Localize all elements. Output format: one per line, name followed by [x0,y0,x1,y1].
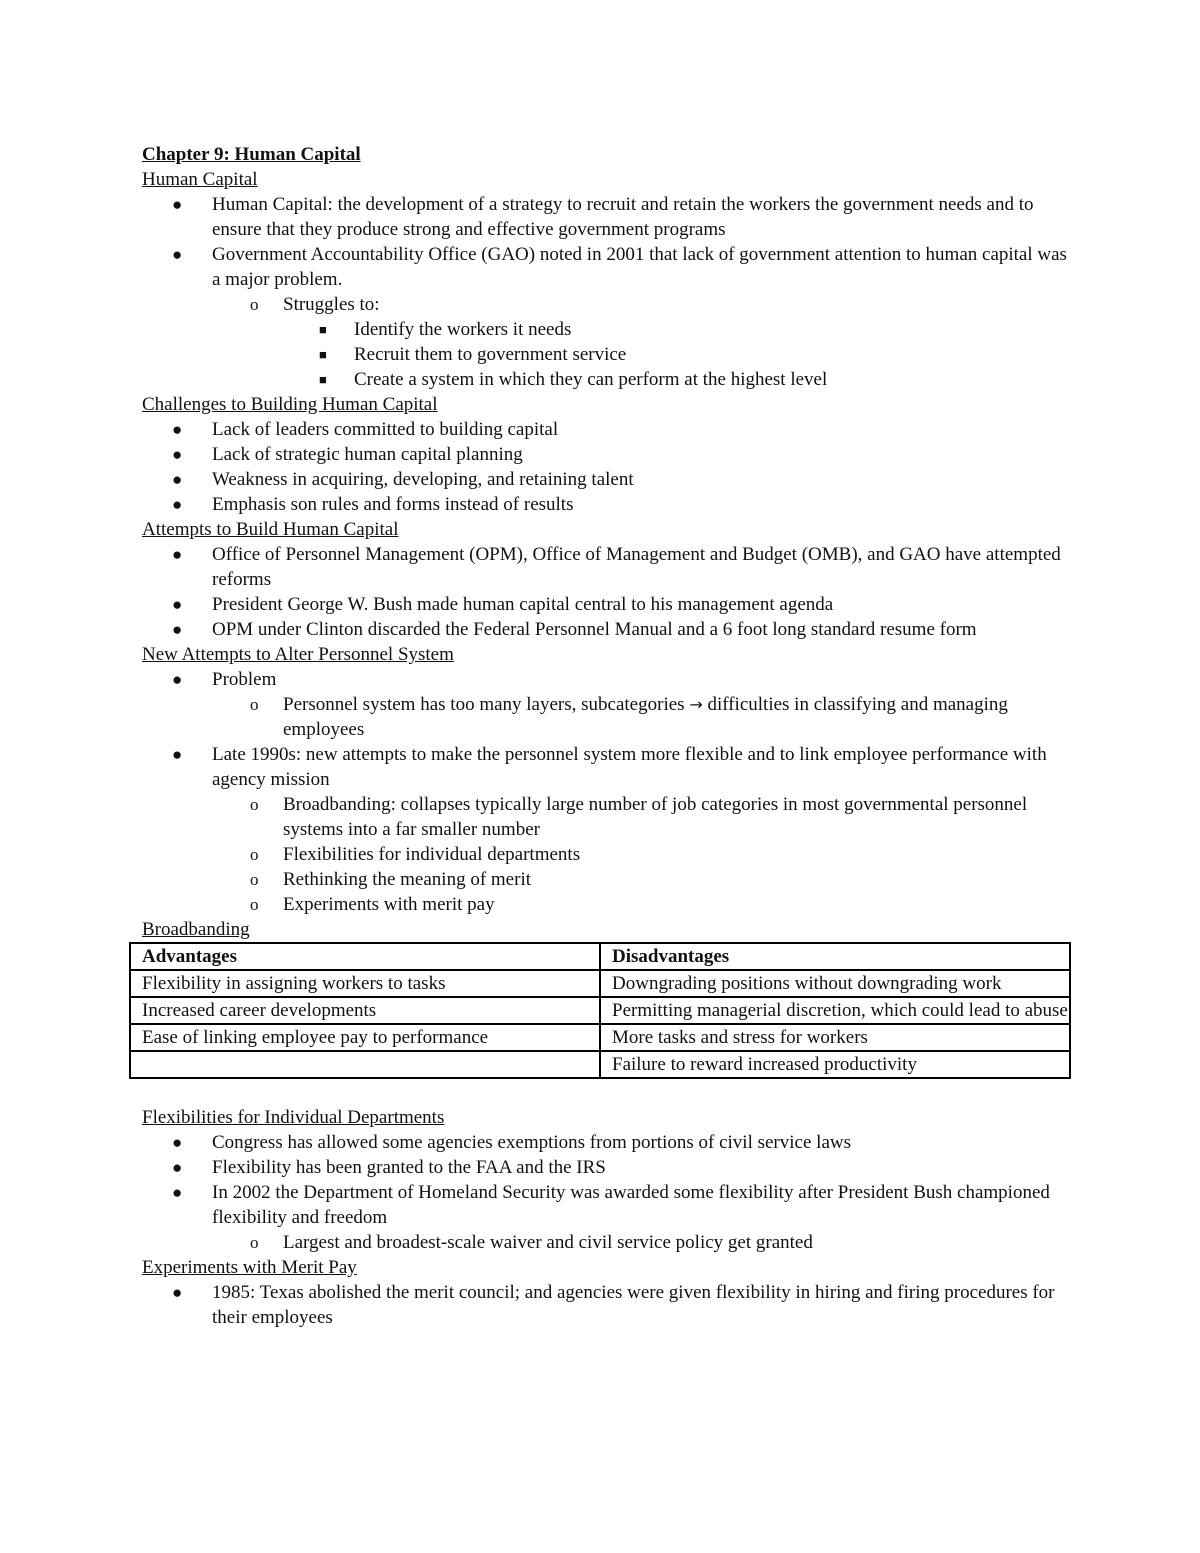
bullet-icon: ● [172,445,183,464]
bullet-list [142,1130,1072,1255]
list-item: ● Late 1990s: new attempts to make the personnel system more flexible and to link employee performance with agency mission [172,744,1047,790]
table-header-row [130,943,1070,970]
section-heading-merit-pay: Experiments with Merit Pay [142,1257,357,1278]
bullet-icon: ● [172,470,183,489]
bullet-icon: ● [172,195,183,214]
list-item: ● Flexibility has been granted to the FAA and the IRS [172,1157,606,1178]
table-cell: Downgrading positions without downgrading work [600,970,1070,997]
bullet-icon: ● [172,620,183,639]
bullet-icon: ● [172,670,183,689]
list-item: ● Lack of leaders committed to building capital [172,419,559,440]
section-heading-flexibilities: Flexibilities for Individual Departments [142,1107,445,1128]
list-item: ● President George W. Bush made human capital central to his management agenda [172,594,834,615]
broadbanding-table [129,942,1071,1079]
bullet-icon: ● [172,245,183,264]
list-item: o Flexibilities for individual departments [250,844,581,865]
section-heading-attempts: Attempts to Build Human Capital [142,519,399,540]
table-cell [130,1051,600,1078]
arrow-right-icon: → [689,695,703,714]
page-title: Chapter 9: Human Capital [142,144,361,165]
circle-bullet-icon: o [250,1233,259,1252]
bullet-icon: ● [172,1133,183,1152]
table-cell: Failure to reward increased productivity [600,1051,1070,1078]
spacer [142,1079,1072,1105]
section-heading-broadbanding: Broadbanding [142,919,250,940]
table-cell: More tasks and stress for workers [600,1024,1070,1051]
circle-bullet-icon: o [250,795,259,814]
bullet-icon: ● [172,595,183,614]
bullet-icon: ● [172,545,183,564]
list-item: ● In 2002 the Department of Homeland Security was awarded some flexibility after President Bush championed flexibility and freedom [172,1182,1050,1228]
list-item: ● Government Accountability Office (GAO) noted in 2001 that lack of government attention to human capital was a major problem. [172,244,1067,290]
table-cell: Ease of linking employee pay to performance [130,1024,600,1051]
list-item: ● Emphasis son rules and forms instead of results [172,494,574,515]
list-item: ■ Recruit them to government service [319,344,627,365]
square-bullet-icon: ■ [319,322,327,337]
section-heading-human-capital: Human Capital [142,169,258,190]
list-item: o Broadbanding: collapses typically large number of job categories in most governmental personnel systems into a far smaller number [250,794,1028,840]
list-item: o Struggles to: [250,294,380,315]
square-bullet-icon: ■ [319,372,327,387]
circle-bullet-icon: o [250,695,259,714]
list-item: ● Problem [172,669,277,690]
list-item: o Personnel system has too many layers, subcategories → difficulties in classifying and managing employees [250,694,1008,740]
bullet-list [142,542,1072,642]
list-item: ● OPM under Clinton discarded the Federal Personnel Manual and a 6 foot long standard resume form [172,619,977,640]
bullet-icon: ● [172,420,183,439]
list-item: o Largest and broadest-scale waiver and civil service policy get granted [250,1232,813,1253]
list-item: ● Office of Personnel Management (OPM), Office of Management and Budget (OMB), and GAO have attempted reforms [172,544,1061,590]
bullet-icon: ● [172,1158,183,1177]
bullet-icon: ● [172,1183,183,1202]
list-item: o Experiments with merit pay [250,894,495,915]
list-item: ■ Identify the workers it needs [319,319,572,340]
table-header-advantages: Advantages [130,943,600,970]
circle-bullet-icon: o [250,895,259,914]
table-row [130,997,1070,1024]
section-heading-challenges: Challenges to Building Human Capital [142,394,438,415]
list-item: ● Lack of strategic human capital planning [172,444,523,465]
list-item: ● Human Capital: the development of a strategy to recruit and retain the workers the government needs and to ensure that they produce strong and effective government programs [172,194,1034,240]
bullet-list [142,417,1072,517]
table-row [130,970,1070,997]
section-heading-new-attempts: New Attempts to Alter Personnel System [142,644,454,665]
circle-bullet-icon: o [250,845,259,864]
bullet-list [142,667,1072,917]
circle-bullet-icon: o [250,295,259,314]
document-page [142,142,1072,1330]
square-bullet-icon: ■ [319,347,327,362]
bullet-icon: ● [172,1283,183,1302]
list-item: ● Weakness in acquiring, developing, and retaining talent [172,469,634,490]
table-header-disadvantages: Disadvantages [600,943,1070,970]
table-cell: Permitting managerial discretion, which could lead to abuse [600,997,1070,1024]
list-item: o Rethinking the meaning of merit [250,869,532,890]
list-item: ● Congress has allowed some agencies exemptions from portions of civil service laws [172,1132,851,1153]
list-item: ● 1985: Texas abolished the merit council; and agencies were given flexibility in hiring and firing procedures for their employees [172,1282,1055,1328]
table-cell: Flexibility in assigning workers to tasks [130,970,600,997]
table-row [130,1051,1070,1078]
bullet-icon: ● [172,745,183,764]
table-row [130,1024,1070,1051]
list-item: ■ Create a system in which they can perform at the highest level [319,369,828,390]
bullet-list [142,1280,1072,1330]
table-cell: Increased career developments [130,997,600,1024]
bullet-list [142,192,1072,392]
circle-bullet-icon: o [250,870,259,889]
bullet-icon: ● [172,495,183,514]
